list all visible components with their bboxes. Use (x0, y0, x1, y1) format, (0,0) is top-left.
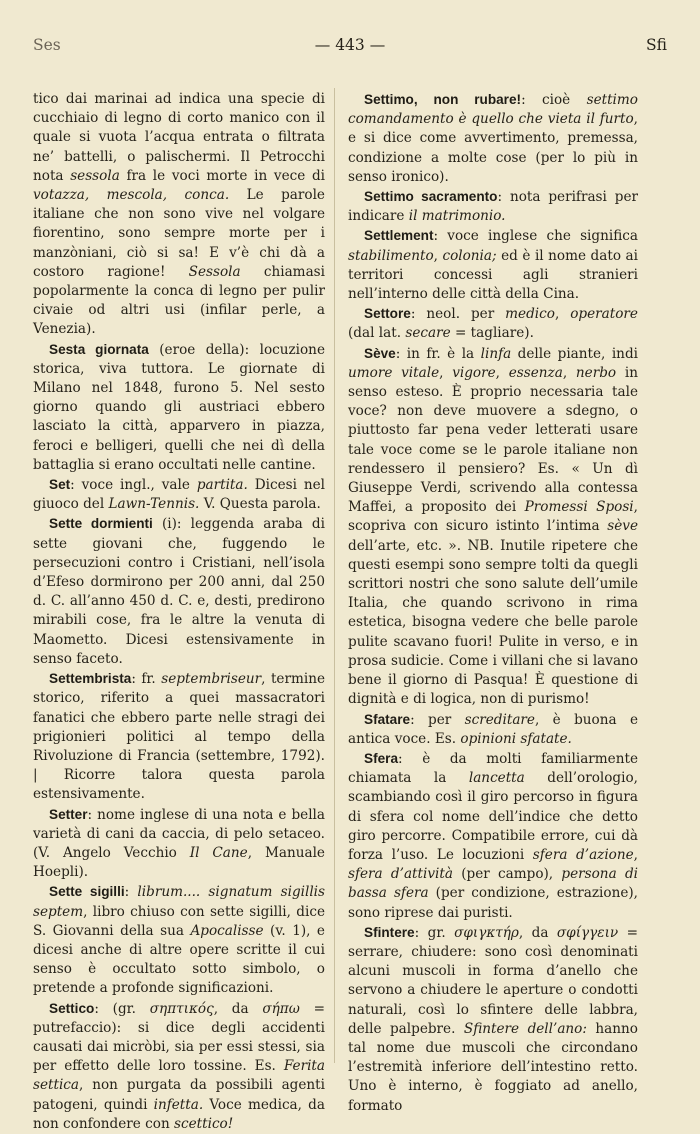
dictionary-entry (348, 304, 638, 343)
italic-term: sfera d’attività (348, 866, 453, 883)
italic-term: votazza, mescola, conca. (33, 187, 230, 204)
entry-text: Dicesi nel giuoco del (33, 477, 325, 513)
italic-term: sfera d’azione (532, 846, 634, 863)
entry-text: V. Questa parola. (199, 496, 321, 513)
entry-text: : cioè (521, 92, 587, 108)
entry-text: dell’orologio, scambiando così il giro percorso in figura di sfera col nome dell’indice che detto giro percorre. Compatibile errore, cui dà forza l’uso. Le locuzioni (348, 770, 638, 863)
italic-term: opinioni sfatate. (460, 730, 572, 747)
entry-text: = tagliare). (450, 325, 534, 342)
entry-headword: Settimo sacramento (364, 189, 498, 205)
entry-text: , non purgata da possibili agenti patogeni, quindi (33, 1077, 325, 1113)
italic-term: sessola (70, 167, 120, 184)
entry-text: (per campo), (452, 866, 562, 883)
italic-term: infetta. (153, 1096, 204, 1113)
entry-text: delle piante, indi (511, 345, 638, 362)
page-header (30, 36, 670, 60)
entry-headword: Sève (364, 345, 396, 361)
dictionary-entry (348, 923, 638, 1116)
entry-text: , Manuale Hoepli). (33, 844, 325, 881)
entry-text: in senso esteso. È proprio necessaria tale voce? non deve muovere a sdegno, o piuttosto far pena veder letterati usare tale voce come se le parole italiane non rendessero il pensiero? Es. « Un dì Giuseppe Verdi, scrivendo alla contessa Maffei, a proposito dei (348, 364, 638, 516)
entry-headword: Settimo, non rubare! (364, 92, 522, 107)
italic-term: stabilimento (348, 247, 434, 264)
italic-term: Apocalisse (190, 922, 264, 939)
entry-text: , e si dice come avvertimento, premessa, condizione a molte cose (per lo più in senso ironico). (348, 111, 638, 185)
italic-term: persona di bassa sfera (348, 866, 638, 902)
entry-text: fra le voci morte in vece di (119, 167, 325, 184)
entry-text: ed è il nome dato ai territori concessi agli stranieri nell’interno delle città della Cina. (348, 247, 638, 303)
entry-headword: Settembrista (49, 671, 132, 687)
dictionary-entry (33, 475, 325, 514)
entry-headword: Settore (364, 306, 411, 322)
entry-text: (i): leggenda araba di sette giovani che, fuggendo le persecuzioni contro i Cristiani, nell’isola d’Efeso dormirono per 200 anni, dal 250 d. C. all’anno 450 d. C. e, desti, predirono mirabili cose, fra le altre la venuta di Maometto. Dicesi estensivamente in senso faceto. (33, 516, 325, 667)
entry-text: : nota perifrasi per indicare (348, 189, 638, 225)
italic-term: essenza (508, 364, 563, 381)
entry-text: (dal lat. (348, 325, 406, 342)
right-column (348, 90, 638, 1116)
entry-text: : nome inglese di una nota e bella varietà di cani da caccia, di pelo setaceo. (V. Angelo Vecchio (33, 806, 325, 861)
entry-headword: Sfintere (364, 924, 415, 940)
entry-text: Le parole italiane che non sono vive nel volgare fiorentino, sono sempre morte per i manzòniani, ciò si sa! E v’è chi dà a costoro ragione! (33, 187, 325, 280)
entry-text: , (554, 306, 571, 323)
entry-text: = putrefaccio): si dice degli accidenti causati dai micròbi, sia per essi stessi, sia per effetto delle loro tossine. Es. (33, 1000, 325, 1075)
entry-text: dell’arte, etc. ». NB. Inutile ripetere che questi esempi sono sempre tolti da quegli scrittori nostri che sono salute dell’umile Italia, che quando scrivono in rima estetica, bisogna vedere che belle parole pulite scavano fuori! Pulite in verso, e in prosa sudicie. Come i villani che si lavano bene il giorno di Pasqua! È questione di dignità e di logica, non di purismo! (348, 537, 638, 708)
italic-term: Sfintere dell’ano: (463, 1020, 587, 1037)
entry-text: , libro chiuso con sette sigilli, dice S. Giovanni della sua (33, 903, 325, 939)
italic-term: partita. (196, 477, 248, 494)
dictionary-entry (33, 514, 325, 669)
dictionary-entry (33, 999, 325, 1134)
entry-text: : (124, 884, 138, 901)
entry-text: , (495, 364, 509, 381)
header-right-catchword: Sfi (646, 36, 667, 54)
italic-term: operatore (570, 306, 638, 323)
entry-text: , da (213, 1000, 263, 1017)
entry-text: , (433, 247, 443, 264)
entry-headword: Sette sigilli (49, 884, 125, 900)
dictionary-entry (348, 710, 638, 749)
dictionary-entry (33, 90, 325, 340)
column-divider (334, 88, 335, 1063)
entry-text: hanno tal nome due muscoli che circondano l’estremità inferiore dell’intestino retto. Uno è interno, è foggiato ad anello, formato (348, 1020, 638, 1114)
left-column (33, 90, 325, 1134)
italic-term: il matrimonio. (408, 208, 506, 225)
italic-term: nerbo (575, 364, 617, 381)
entry-text: : è da molti familiarmente chiamata la (348, 750, 638, 787)
page-number: — 443 — (314, 36, 386, 54)
entry-text: , termine storico, riferito a quei massacratori fanatici che ebbero parte nelle stragi dei prigionieri politici al tempo della Rivoluzione di Francia (settembre, 1792). | Ricorre talora questa parola estensivamente. (33, 671, 325, 803)
italic-term: umore vitale (348, 364, 440, 381)
entry-headword: Set (49, 477, 71, 493)
entry-text: tico dai marinai ad indica una specie di cucchiaio di legno di corto manico con il quale si vuota l’acqua entrata o filtrata ne’ battelli, o palischermi. Il Petrocchi nota (33, 91, 325, 184)
dictionary-entry (33, 882, 325, 998)
entry-headword: Setter (49, 806, 88, 822)
entry-headword: Sette dormienti (49, 516, 153, 532)
italic-term: screditare (464, 711, 535, 728)
dictionary-entry (348, 344, 638, 710)
entry-text: : per (410, 711, 465, 728)
italic-term: Lawn-Tennis. (108, 496, 200, 513)
italic-term: septembriseur (161, 671, 262, 688)
dictionary-entry (33, 340, 325, 475)
entry-text: : (gr. (94, 1000, 150, 1017)
entry-text: , (633, 846, 638, 863)
dictionary-entry (348, 749, 638, 923)
italic-term: colonia; (442, 247, 497, 264)
entry-headword: Sfera (364, 750, 399, 766)
dictionary-entry (348, 90, 638, 187)
entry-text: , (562, 364, 576, 381)
entry-text: = serrare, chiudere: sono così denominati alcuni muscoli in forma d’anello che servono a chiudere le aperture o condotti naturali, così lo sfintere delle labbra, delle palpebre. (348, 924, 638, 1037)
italic-term: medico (505, 306, 555, 323)
dictionary-entry (33, 669, 325, 804)
italic-term: linfa (480, 345, 512, 362)
italic-term: Ferita settica (33, 1058, 325, 1094)
entry-text: (v. 1), e dicesi anche di altre opere scritte il cui senso è occultato sotto simbolo, o pretende a profonde significazioni. (33, 922, 325, 997)
entry-text: Voce medica, da non confondere con (33, 1096, 325, 1132)
entry-text: (eroe della): locuzione storica, viva tuttora. Le giornate di Milano nel 1848, furono 5. Nel sesto giorno quando gli austriaci ebbero lasciato la città, apparvero in piazza, feroci e belligeri, quelli che nei dì della battaglia si erano occultati nelle cantine. (33, 341, 325, 473)
entry-text: , scopriva con sicuro istinto l’intima (348, 499, 638, 535)
entry-text: chiamasi popolarmente la conca di legno per pulir civaie od altri usi (infilar perle, a Venezia). (33, 263, 325, 338)
entry-text: : neol. per (410, 306, 506, 323)
entry-text: : in fr. è la (395, 345, 481, 362)
italic-term: Sessola (188, 263, 241, 280)
italic-term: secare (405, 325, 451, 342)
entry-text: , da (518, 924, 557, 941)
italic-term: settimo comandamento è quello che vieta il furto (348, 92, 638, 128)
italic-term: librum.... signatum sigillis septem (33, 884, 326, 920)
entry-headword: Settlement (364, 228, 434, 244)
entry-text: : fr. (131, 671, 162, 688)
italic-term: lancetta (468, 770, 525, 787)
entry-text: (per condizione, estrazione), sono riprese dai puristi. (348, 885, 638, 921)
italic-term: σήπω (262, 1000, 300, 1017)
dictionary-entry (33, 805, 325, 883)
italic-term: vigore (452, 364, 496, 381)
italic-term: σηπτικός (149, 1000, 214, 1017)
entry-headword: Sesta giornata (49, 341, 149, 357)
entry-text: : voce ingl., vale (70, 477, 197, 494)
entry-text: , (439, 364, 453, 381)
entry-text: : gr. (414, 924, 455, 941)
dictionary-entry (348, 226, 638, 304)
italic-term: sève (607, 518, 638, 535)
dictionary-entry (348, 187, 638, 226)
italic-term: Promessi Sposi (524, 499, 634, 516)
entry-text: : voce inglese che significa (433, 228, 638, 245)
entry-headword: Sfatare (364, 711, 411, 727)
header-left-catchword: Ses (33, 36, 61, 54)
italic-term: σφίγγειν (556, 924, 619, 941)
entry-text: , è buona e antica voce. Es. (348, 711, 639, 747)
italic-term: scettico! (174, 1115, 234, 1132)
italic-term: σφιγκτήρ (454, 924, 519, 941)
entry-headword: Settico (49, 1000, 95, 1016)
italic-term: Il Cane (189, 844, 248, 861)
